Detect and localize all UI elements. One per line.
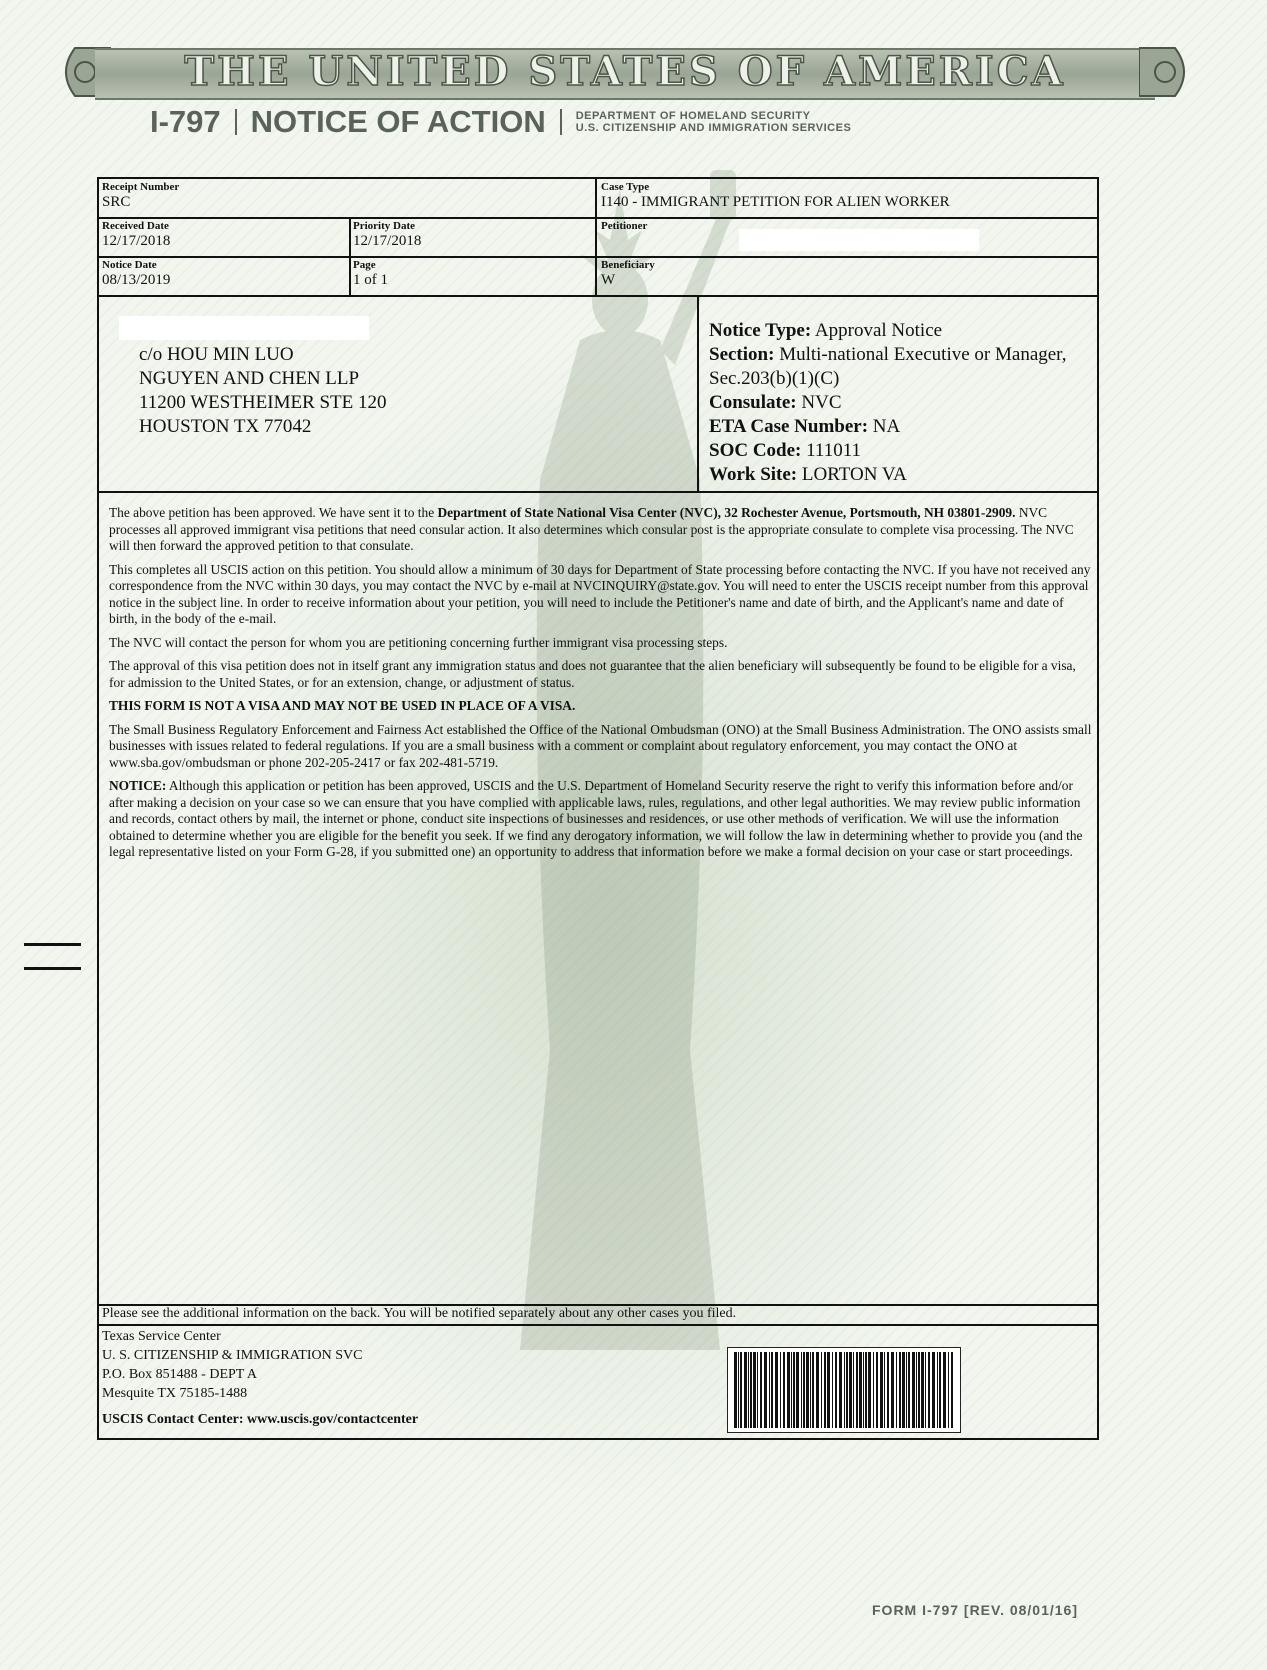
petitioner-field: Petitioner <box>601 220 648 232</box>
additional-info-line: Please see the additional information on the back. You will be notified separately about any other cases you filed. <box>102 1306 737 1321</box>
form-header <box>150 104 851 144</box>
notice-details: Notice Type: Approval Notice Section: Multi-national Executive or Manager, Sec.203(b)(1)(C) Consulate: NVC ETA Case Number: NA SOC Code: 111011 Work Site: LORTON VA <box>709 320 1067 485</box>
mailing-address: c/o HOU MIN LUO NGUYEN AND CHEN LLP 11200 WESTHEIMER STE 120 HOUSTON TX 77042 <box>139 344 387 437</box>
priority-date-field: Priority Date 12/17/2018 <box>353 220 422 249</box>
case-type-field: Case Type I140 - IMMIGRANT PETITION FOR ALIEN WORKER <box>601 181 950 210</box>
paragraph: The above petition has been approved. We have sent it to the Department of State National Visa Center (NVC), 32 Rochester Avenue, Portsmouth, NH 03801-2909. NVC processes all approved immigrant visa petitions that need consular action. It also determines which consular post is the appropriate consulate to complete visa processing. The NVC will then forward the approved petition to that consulate. <box>109 505 1074 553</box>
paragraph: The Small Business Regulatory Enforcement and Fairness Act established the Office of the National Ombudsman (ONO) at the Small Business Administration. The ONO assists small businesses with issues related to federal regulations. If you are a small business with a comment or complaint about regulatory enforcement, you may contact the ONO at www.sba.gov/ombudsman or phone 202-205-2417 or fax 202-481-5719. <box>109 721 1092 770</box>
redaction <box>119 316 369 340</box>
receipt-number-field: Receipt Number SRC <box>102 181 180 210</box>
form-subtitle: NOTICE OF ACTION <box>250 104 546 139</box>
ornament-icon <box>1139 40 1195 104</box>
paragraph: This completes all USCIS action on this petition. You should allow a minimum of 30 days for Department of State processing before contacting the NVC. If you have not received any correspondence from the NVC within 30 days, you may contact the NVC by e-mail at NVCINQUIRY@state.gov. You will need to enter the USCIS receipt number from this approval notice in the subject line. In order to receive information about your petition, you will need to include the Petitioner's name and date of birth, and the Applicant's name and date of birth, in the body of the e-mail. <box>109 561 1091 626</box>
paragraph: The approval of this visa petition does not in itself grant any immigration status and does not guarantee that the alien beneficiary will subsequently be found to be eligible for a visa, for admission to the United States, or for an extension, change, or adjustment of status. <box>109 658 1076 690</box>
page-field: Page 1 of 1 <box>353 259 388 288</box>
form-revision: FORM I-797 [REV. 08/01/16] <box>872 1602 1079 1618</box>
redaction <box>739 229 979 251</box>
paragraph: The NVC will contact the person for whom you are petitioning concerning further immigrant visa processing steps. <box>109 634 728 650</box>
department-name: DEPARTMENT OF HOMELAND SECURITY U.S. CITIZENSHIP AND IMMIGRATION SERVICES <box>575 110 852 134</box>
contact-center-link[interactable]: USCIS Contact Center: www.uscis.gov/contactcenter <box>102 1412 419 1427</box>
notice-form <box>97 177 1099 1440</box>
fold-mark <box>24 943 81 946</box>
paragraph: NOTICE: Although this application or petition has been approved, USCIS and the U.S. Department of Homeland Security reserve the right to verify this information before and/or after making a decision on your case so we can ensure that you have complied with applicable laws, rules, regulations, and other legal authorities. We may review public information and records, contact others by mail, the internet or phone, conduct site inspections of businesses and residences, or use other methods of verification. We will use the information obtained to determine whether you are eligible for the benefit you seek. If we find any derogatory information, we will follow the law in determining whether to provide you (and the legal representative listed on your Form G-28, if you submitted one) an opportunity to address that information before we make a formal decision on your case or start proceedings. <box>109 778 1083 859</box>
barcode <box>727 1347 961 1433</box>
received-date-field: Received Date 12/17/2018 <box>102 220 171 249</box>
beneficiary-field: Beneficiary W <box>601 259 655 288</box>
notice-body <box>109 505 1094 868</box>
banner <box>55 40 1195 104</box>
fold-mark <box>24 967 81 970</box>
banner-title: THE UNITED STATES OF AMERICA <box>184 48 1066 95</box>
service-center-address: Texas Service Center U. S. CITIZENSHIP & IMMIGRATION SVC P.O. Box 851488 - DEPT A Mesquite TX 75185-1488 <box>102 1329 363 1401</box>
form-number-title: I-797 <box>150 104 221 139</box>
paragraph: THIS FORM IS NOT A VISA AND MAY NOT BE USED IN PLACE OF A VISA. <box>109 698 576 713</box>
notice-date-field: Notice Date 08/13/2019 <box>102 259 171 288</box>
